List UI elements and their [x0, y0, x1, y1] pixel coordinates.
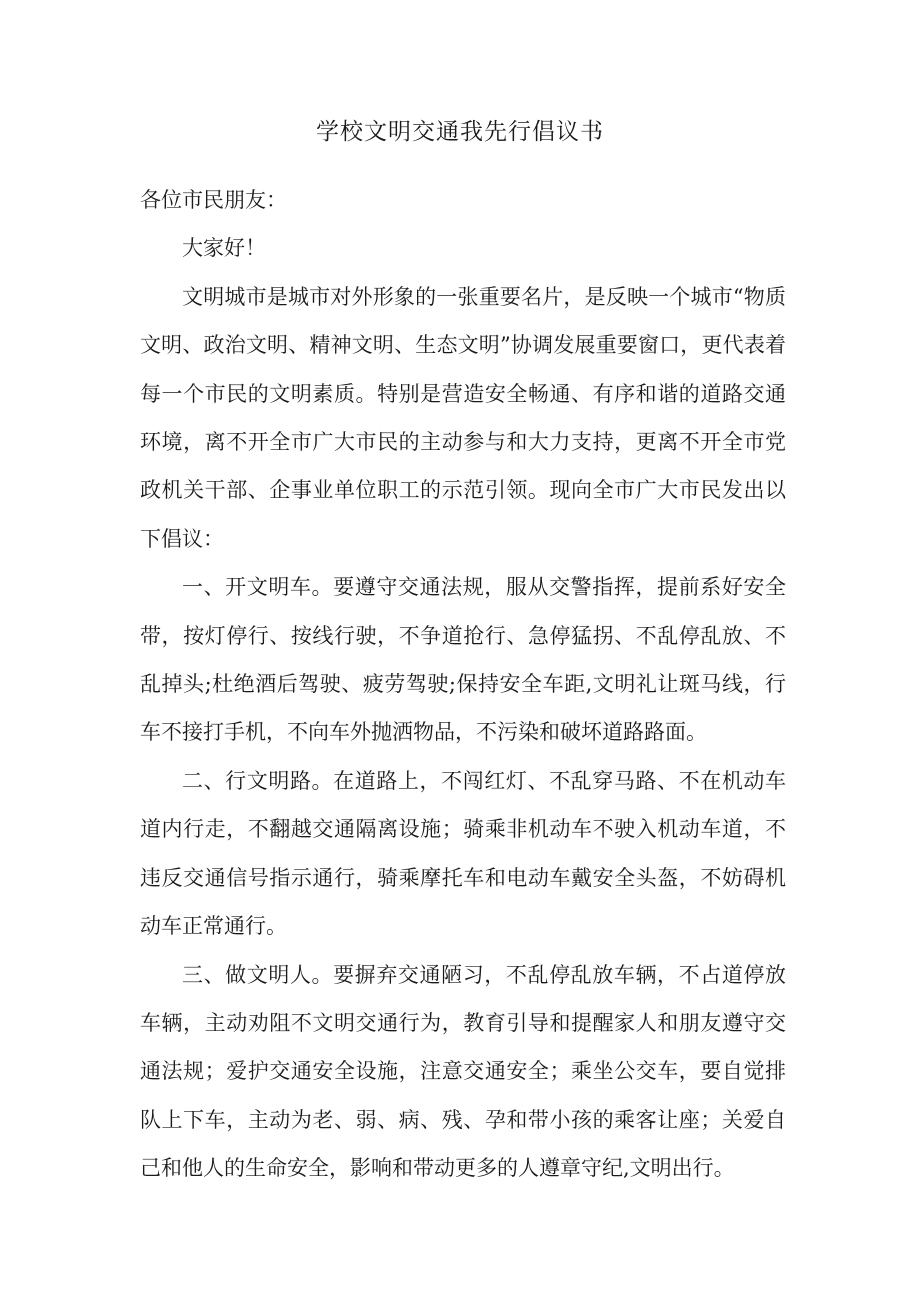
document-body: [140, 176, 786, 1193]
document-title: 学校文明交通我先行倡议书: [316, 119, 604, 145]
salutation: 各位市民朋友：: [140, 188, 287, 212]
proposal-one-paragraph: 一、开文明车。要遵守交通法规，服从交警指挥，提前系好安全带，按灯停行、按线行驶，不争道抢行、急停猛拐、不乱停乱放、不乱掉头;杜绝酒后驾驶、疲劳驾驶;保持安全车距,文明礼让斑马线，行车不接打手机，不向车外抛洒物品，不污染和破坏道路路面。: [140, 575, 786, 745]
greeting-paragraph: 大家好！: [182, 236, 266, 261]
proposal-two-paragraph: 二、行文明路。在道路上，不闯红灯、不乱穿马路、不在机动车道内行走，不翻越交通隔离设施；骑乘非机动车不驶入机动车道，不违反交通信号指示通行，骑乘摩托车和电动车戴安全头盔，不妨碍机动车正常通行。: [140, 768, 786, 939]
intro-paragraph: 文明城市是城市对外形象的一张重要名片，是反映一个城市“物质文明、政治文明、精神文明、生态文明”协调发展重要窗口，更代表着每一个市民的文明素质。特别是营造安全畅通、有序和谐的道路交通环境，离不开全市广大市民的主动参与和大力支持，更离不开全市党政机关干部、企事业单位职工的示范引领。现向全市广大市民发出以下倡议：: [140, 284, 786, 551]
proposal-three-paragraph: 三、做文明人。要摒弃交通陋习，不乱停乱放车辆，不占道停放车辆，主动劝阻不文明交通行为，教育引导和提醒家人和朋友遵守交通法规；爱护交通安全设施，注意交通安全；乘坐公交车，要自觉排队上下车，主动为老、弱、病、残、孕和带小孩的乘客让座；关爱自己和他人的生命安全，影响和带动更多的人遵章守纪,文明出行。: [140, 962, 786, 1181]
